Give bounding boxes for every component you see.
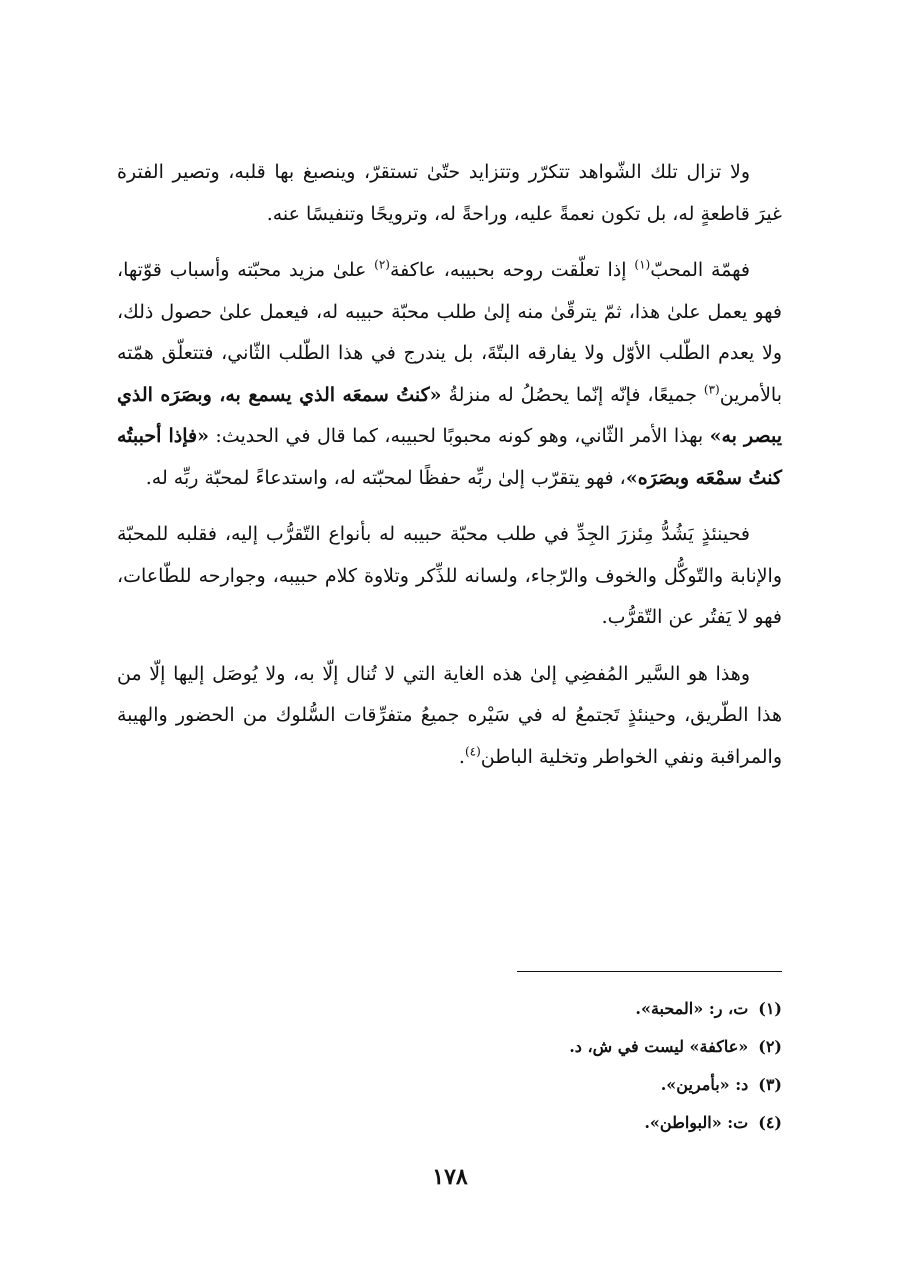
paragraph-2-text: بهذا الأمر الثّاني، وهو كونه محبوبًا لحبيبه، كما قال في الحديث: bbox=[208, 425, 710, 447]
footnote-text: «عاكفة» ليست في ش، د. bbox=[569, 1037, 749, 1056]
footnote-number: (١) bbox=[758, 999, 782, 1018]
footnote-number: (٢) bbox=[758, 1037, 782, 1056]
footnote-1 bbox=[117, 990, 782, 1028]
footnote-4 bbox=[117, 1104, 782, 1142]
paragraph-1: ولا تزال تلك الشّواهد تتكرّر وتتزايد حتّىٰ تستقرّ، وينصبغ بها قلبه، وتصير الفترة غيرَ قاطعةٍ له، بل تكون نعمةً عليه، وراحةً له، وترويحًا وتنفيسًا عنه. bbox=[117, 161, 782, 225]
paragraph-2 bbox=[117, 250, 782, 499]
paragraph-2-text: إذا تعلّقت روحه بحبيبه، عاكفة bbox=[389, 259, 635, 281]
footnote-text: ت: «البواطن». bbox=[644, 1113, 749, 1132]
page-number: ١٧٨ bbox=[432, 1164, 468, 1190]
paragraph-4-text: . bbox=[458, 745, 465, 768]
footnote-text: ت، ر: «المحبة». bbox=[635, 999, 749, 1018]
footnote-number: (٣) bbox=[758, 1075, 782, 1094]
footnote-2 bbox=[117, 1028, 782, 1066]
footnote-text: د: «بأمرين». bbox=[660, 1075, 749, 1094]
footnote-ref-4[interactable]: (٤) bbox=[464, 744, 481, 759]
footnote-separator bbox=[517, 971, 782, 972]
hadith-quote-2: «فإذا أحببتُه كنتُ سمْعَه وبصَرَه» bbox=[117, 425, 782, 489]
footnotes bbox=[117, 990, 782, 1142]
footnote-ref-2[interactable]: (٢) bbox=[374, 257, 390, 272]
paragraph-2-text: جميعًا، فإنّه إنّما يحصُلُ له منزلةُ bbox=[441, 383, 704, 406]
paragraph-3: فحينئذٍ يَشُدُّ مِئزرَ الجِدِّ في طلب محبّة حبيبه له بأنواع التّقرُّب إليه، فقلبه للمحبّة والإنابة والتّوكُّل والخوف والرّجاء، ولسانه للذِّكر وتلاوة كلام حبيبه، وجوارحه للطّاعات، فهو لا يَفتُر عن التّقرُّب. bbox=[117, 523, 782, 628]
footnote-number: (٤) bbox=[758, 1113, 782, 1132]
paragraph-2-text: علىٰ مزيد محبّته وأسباب قوّتها، فهو يعمل علىٰ هذا، ثمّ يترقّىٰ منه إلىٰ طلب محبّة حبيبه له، فيعمل علىٰ حصول ذلك، ولا يعدم الطّلب الأوّل ولا يفارقه البتّةَ، بل يندرج في هذا الطّلب الثّاني، فتتعلّق همّته بالأمرين bbox=[117, 259, 783, 406]
footnote-3 bbox=[117, 1066, 782, 1104]
paragraph-4 bbox=[117, 654, 782, 779]
paragraph-2-text: فهمّة المحبّ bbox=[650, 259, 750, 281]
footnote-ref-1[interactable]: (١) bbox=[634, 257, 651, 272]
hadith-quote-1: «كنتُ سمعَه الذي يسمع به، وبصَرَه الذي يبصر به» bbox=[117, 383, 783, 447]
paragraph-2-text: ، فهو يتقرّب إلىٰ ربِّه حفظًا لمحبّته له، واستدعاءً لمحبّة ربِّه له. bbox=[145, 466, 626, 489]
main-text bbox=[117, 152, 782, 793]
footnote-ref-3[interactable]: (٣) bbox=[703, 382, 720, 397]
paragraph-4-text: وهذا هو السَّير المُفضِي إلىٰ هذه الغاية التي لا تُنال إلّا به، ولا يُوصَل إليها إلّا من هذا الطّريق، وحينئذٍ تَجتمعُ له في سَيْره جميعُ متفرِّقات السُّلوك من الحضور والهيبة والمراقبة ونفي الخواطر وتخلية الباطن bbox=[117, 662, 782, 768]
